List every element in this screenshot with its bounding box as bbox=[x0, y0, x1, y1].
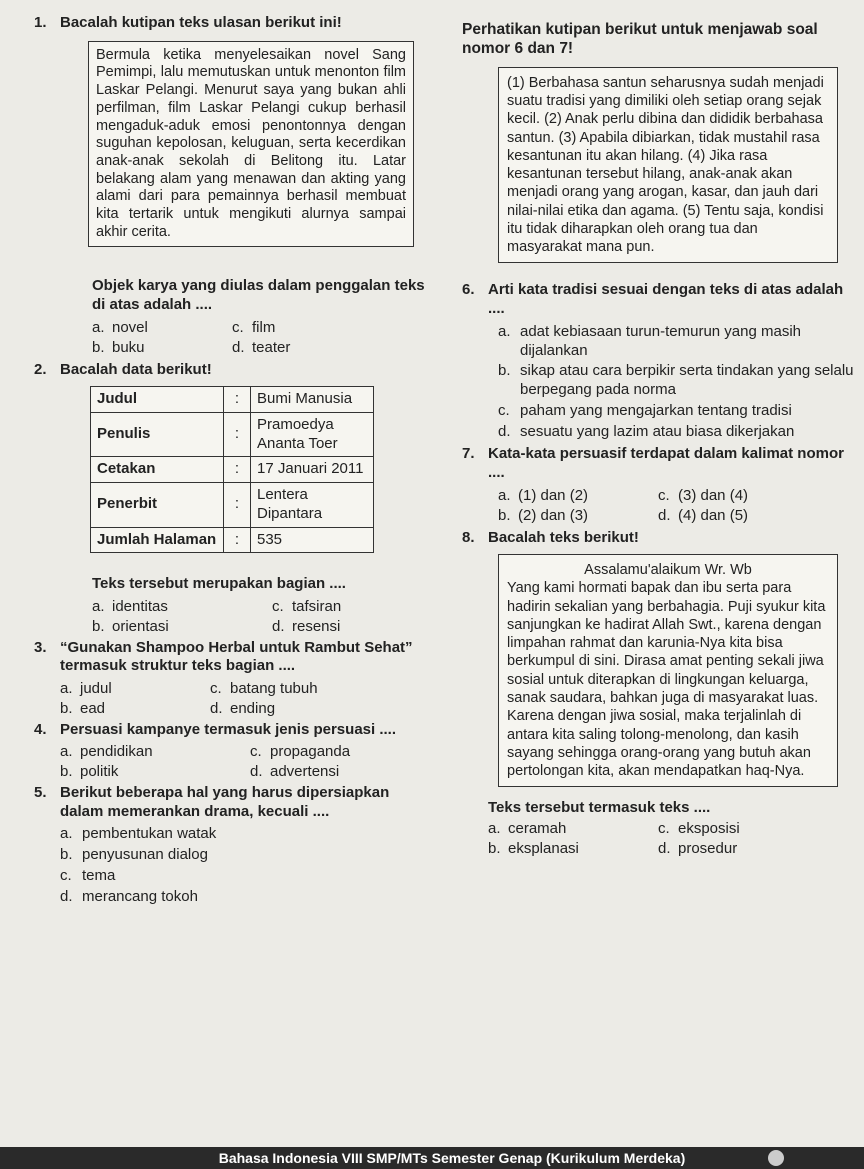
answer-options bbox=[60, 680, 434, 719]
answer-options bbox=[498, 487, 857, 526]
review-passage bbox=[88, 41, 414, 248]
option-a[interactable]: a. pendidikan bbox=[60, 743, 153, 761]
question-text: Teks tersebut merupakan bagian .... bbox=[92, 575, 346, 593]
option-c[interactable]: c. paham yang mengajarkan tentang tradisi bbox=[498, 401, 792, 419]
option-d[interactable]: d. ending bbox=[210, 699, 276, 717]
question-stem: Arti kata tradisi sesuai dengan teks di atas adalah .... bbox=[488, 281, 844, 318]
question-4 bbox=[34, 721, 434, 740]
question-text: Objek karya yang diulas dalam penggalan teks di atas adalah .... bbox=[92, 277, 425, 314]
question-2 bbox=[34, 361, 434, 380]
option-d[interactable]: d. resensi bbox=[272, 617, 341, 635]
option-d[interactable]: d. merancang tokoh bbox=[60, 887, 198, 905]
option-d[interactable]: d. sesuatu yang lazim atau biasa dikerjakan bbox=[498, 422, 795, 440]
option-b[interactable]: b. orientasi bbox=[92, 617, 169, 635]
answer-options bbox=[60, 743, 434, 782]
page-badge-icon bbox=[768, 1150, 784, 1166]
option-a[interactable]: a. adat kebiasaan turun-temurun yang masih dijalankan bbox=[498, 322, 802, 359]
option-c[interactable]: c. film bbox=[232, 318, 276, 336]
question-stem: Bacalah data berikut! bbox=[60, 361, 212, 379]
question-text: Teks tersebut termasuk teks .... bbox=[488, 799, 711, 817]
option-b[interactable]: b. (2) dan (3) bbox=[498, 506, 589, 524]
option-a[interactable]: a. ceramah bbox=[488, 820, 567, 838]
option-a[interactable]: a. (1) dan (2) bbox=[498, 486, 589, 504]
answer-options bbox=[92, 598, 434, 637]
question-3 bbox=[34, 639, 434, 677]
right-column bbox=[462, 20, 857, 860]
option-d[interactable]: d. (4) dan (5) bbox=[658, 506, 749, 524]
question-stem: Kata-kata persuasif terdapat dalam kalimat nomor .... bbox=[488, 445, 844, 482]
passage-text: Yang kami hormati bapak dan ibu serta para hadirin sekalian yang berbahagia. Puji syukur kita sanjungkan ke hadirat Allah Swt., karena dengan limpahan rahmat dan karunia-Nya kita bisa berkumpul di sini. Dirasa amat penting sekali jiwa sosial untuk diterapkan di lingkungan keluarga, sanak saudara, bahkan juga di masyarakat luas. Karena dengan jiwa sosial, maka terjalinlah di antara kita saling tolong-menolong, dan kasih sayang sehingga orang-orang yang butuh akan pertolongan kita, akan mendapatkan haq-Nya. bbox=[507, 580, 826, 780]
question-number: 8. bbox=[462, 529, 475, 547]
answer-options bbox=[92, 319, 434, 358]
greeting-text: Assalamu'alaikum Wr. Wb bbox=[584, 562, 752, 579]
question-7 bbox=[462, 445, 857, 483]
passage-text: Bermula ketika menyelesaikan novel Sang Pemimpi, lalu memutuskan untuk menonton film Laskar Pelangi. Menurut saya yang bukan ahli perfilman, film Laskar Pelangi cukup berhasil mengaduk-aduk emosi penontonnya dengan suguhan kepolosan, keluguan, serta kecerdikan anak-anak sekolah di Belitong itu. Latar belakang alam yang menawan dan akting yang alami dari para pemainnya berhasil membuat kita tertarik untuk mengikuti alurnya sampai akhir cerita. bbox=[96, 46, 406, 240]
speech-passage bbox=[498, 554, 838, 787]
option-d[interactable]: d. prosedur bbox=[658, 839, 738, 857]
answer-options bbox=[488, 820, 857, 859]
question-number: 1. bbox=[34, 14, 47, 31]
option-c[interactable]: c. batang tubuh bbox=[210, 680, 318, 698]
question-5 bbox=[34, 784, 434, 822]
question-6 bbox=[462, 281, 857, 319]
santun-passage bbox=[498, 67, 838, 264]
option-a[interactable]: a. pembentukan watak bbox=[60, 825, 217, 843]
question-stem: Bacalah kutipan teks ulasan berikut ini! bbox=[60, 14, 342, 31]
table-row: Judul : Bumi Manusia bbox=[91, 387, 374, 413]
instruction-heading: Perhatikan kutipan berikut untuk menjawab soal nomor 6 dan 7! bbox=[462, 21, 818, 58]
answer-options bbox=[498, 323, 857, 442]
option-a[interactable]: a. novel bbox=[92, 318, 148, 336]
page-footer bbox=[0, 1147, 864, 1169]
question-number: 6. bbox=[462, 281, 475, 299]
table-row: Penulis : Pramoedya Ananta Toer bbox=[91, 412, 374, 457]
option-d[interactable]: d. teater bbox=[232, 338, 291, 356]
question-number: 7. bbox=[462, 445, 475, 463]
question-stem: “Gunakan Shampoo Herbal untuk Rambut Sehat” termasuk struktur teks bagian .... bbox=[60, 638, 413, 675]
option-c[interactable]: c. propaganda bbox=[250, 743, 351, 761]
question-number: 4. bbox=[34, 720, 47, 738]
question-number: 2. bbox=[34, 361, 47, 379]
question-stem: Berikut beberapa hal yang harus dipersiapkan dalam memerankan drama, kecuali .... bbox=[60, 783, 390, 820]
question-number: 3. bbox=[34, 638, 47, 656]
answer-options bbox=[60, 825, 434, 906]
option-c[interactable]: c. tafsiran bbox=[272, 598, 342, 616]
question-number: 5. bbox=[34, 783, 47, 801]
question-stem: Bacalah teks berikut! bbox=[488, 529, 639, 547]
option-b[interactable]: b. buku bbox=[92, 338, 145, 356]
passage-text: (1) Berbahasa santun seharusnya sudah menjadi suatu tradisi yang dimiliki oleh setiap orang sejak kecil. (2) Anak perlu dibina dan dididik berbahasa santun. (3) Apabila dibiarkan, tidak mustahil rasa kesantunan itu akan hilang. (4) Jika rasa kesantunan tersebut hilang, anak-anak akan menjadi orang yang arogan, kasar, dan jauh dari nilai-nilai etika dan agama. (5) Tentu saja, kondisi itu tidak diharapkan oleh orang tua dan masyarakat mana pun. bbox=[507, 74, 824, 256]
option-c[interactable]: c. eksposisi bbox=[658, 820, 740, 838]
option-b[interactable]: b. penyusunan dialog bbox=[60, 846, 208, 864]
option-c[interactable]: c. tema bbox=[60, 866, 116, 884]
table-row: Jumlah Halaman : 535 bbox=[91, 527, 374, 553]
option-b[interactable]: b. sikap atau cara berpikir serta tindakan yang selalu berpegang pada norma bbox=[498, 362, 854, 399]
footer-text: Bahasa Indonesia VIII SMP/MTs Semester Genap (Kurikulum Merdeka) bbox=[218, 1150, 686, 1166]
option-b[interactable]: b. politik bbox=[60, 763, 119, 781]
option-c[interactable]: c. (3) dan (4) bbox=[658, 486, 749, 504]
question-8 bbox=[462, 529, 857, 548]
option-b[interactable]: b. ead bbox=[60, 699, 106, 717]
table-row: Penerbit : Lentera Dipantara bbox=[91, 483, 374, 528]
book-data-table bbox=[90, 386, 374, 553]
left-column bbox=[34, 14, 434, 908]
option-b[interactable]: b. eksplanasi bbox=[488, 839, 579, 857]
option-a[interactable]: a. identitas bbox=[92, 598, 168, 616]
question-stem: Persuasi kampanye termasuk jenis persuasi .... bbox=[60, 720, 397, 738]
table-row: Cetakan : 17 Januari 2011 bbox=[91, 457, 374, 483]
option-a[interactable]: a. judul bbox=[60, 680, 112, 698]
option-d[interactable]: d. advertensi bbox=[250, 763, 340, 781]
question-1 bbox=[34, 14, 434, 33]
